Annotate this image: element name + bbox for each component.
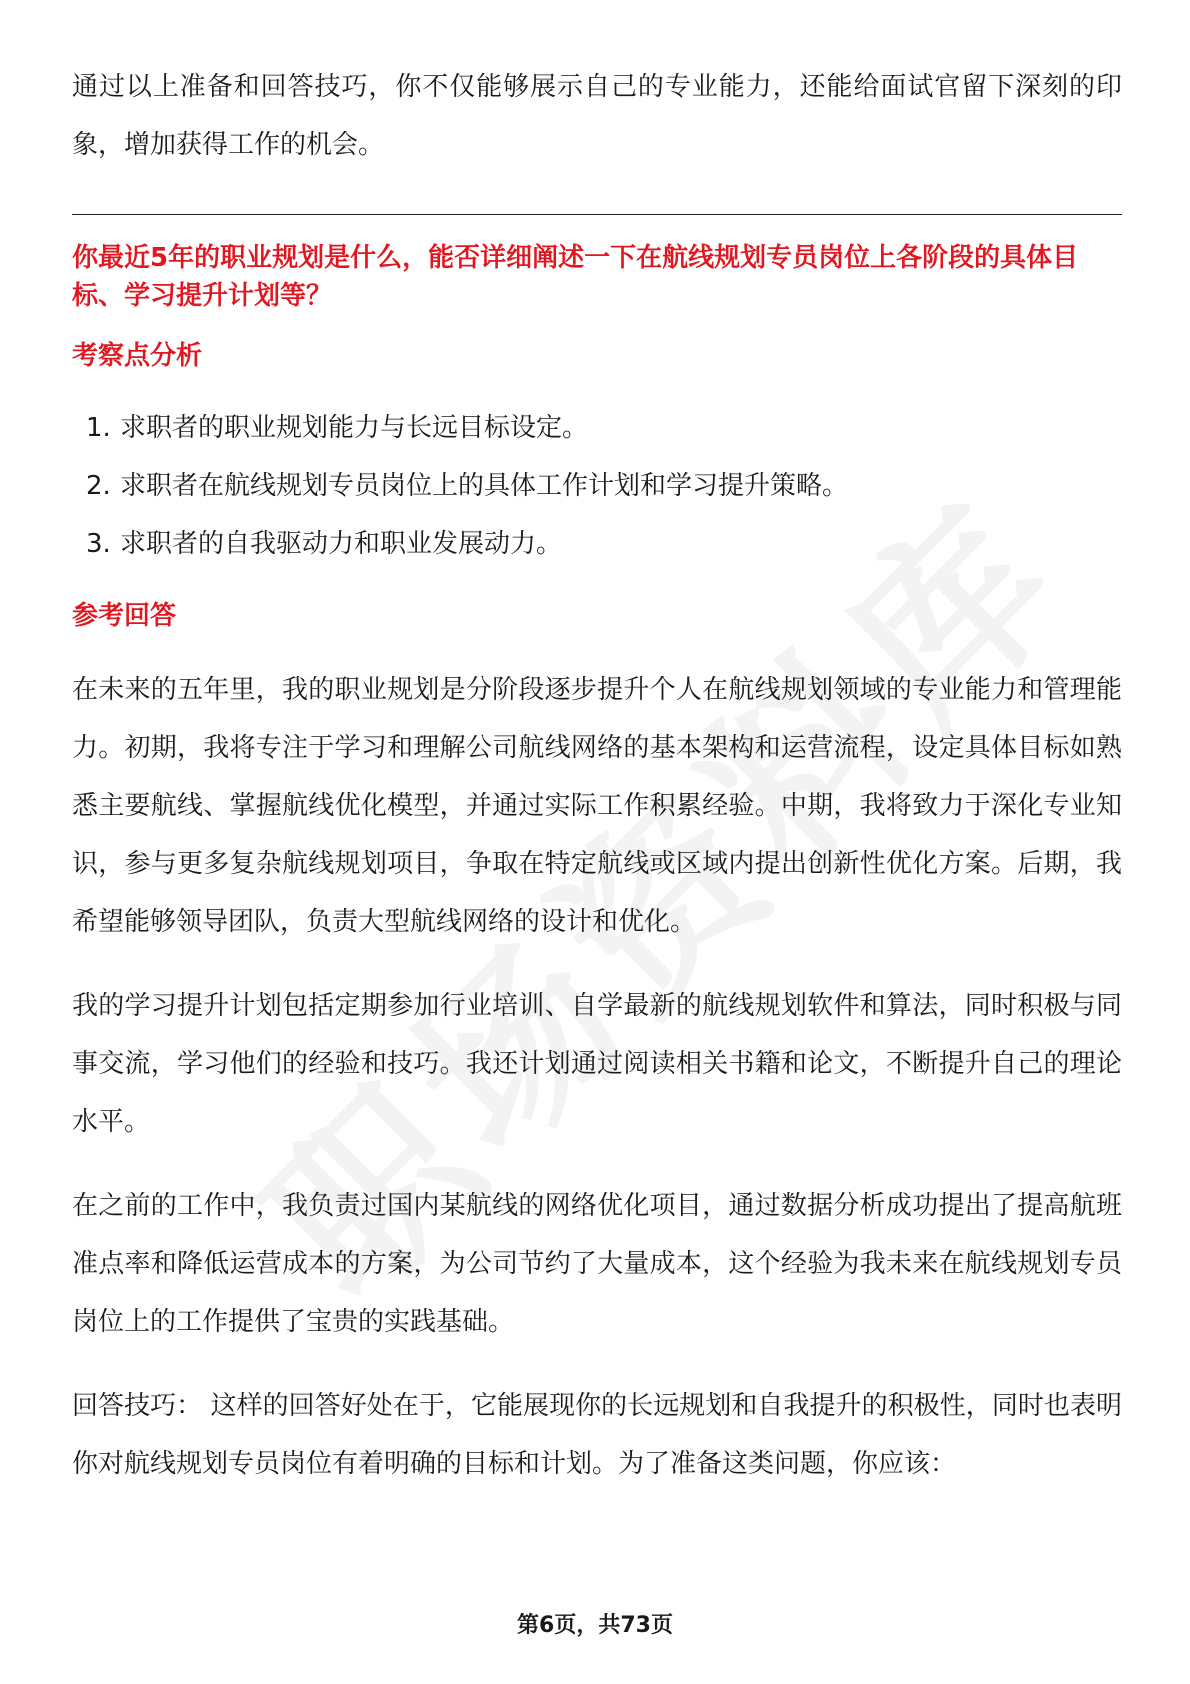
list-item-number: 3. <box>86 529 111 559</box>
list-item-text: 求职者在航线规划专员岗位上的具体工作计划和学习提升策略。 <box>120 471 849 501</box>
answer-paragraph: 我的学习提升计划包括定期参加行业培训、自学最新的航线规划软件和算法，同时积极与同事交流，学习他们的经验和技巧。我还计划通过阅读相关书籍和论文，不断提升自己的理论水平。 <box>72 991 1122 1137</box>
page-content <box>72 58 1122 1493</box>
list-item <box>72 399 1122 457</box>
analysis-list <box>72 399 1122 573</box>
answer-heading: 参考回答 <box>72 601 177 631</box>
answer-paragraph: 在之前的工作中，我负责过国内某航线的网络优化项目，通过数据分析成功提出了提高航班准点率和降低运营成本的方案，为公司节约了大量成本，这个经验为我未来在航线规划专员岗位上的工作提供了宝贵的实践基础。 <box>72 1191 1122 1337</box>
intro-paragraph: 通过以上准备和回答技巧，你不仅能够展示自己的专业能力，还能给面试官留下深刻的印象，增加获得工作的机会。 <box>72 72 1122 160</box>
question-heading: 你最近5年的职业规划是什么，能否详细阐述一下在航线规划专员岗位上各阶段的具体目标、学习提升计划等？ <box>72 243 1079 311</box>
list-item-text: 求职者的职业规划能力与长远目标设定。 <box>120 413 589 443</box>
list-item <box>72 515 1122 573</box>
section-divider <box>72 214 1122 215</box>
analysis-heading: 考察点分析 <box>72 341 203 371</box>
list-item-number: 2. <box>86 471 111 501</box>
page-footer: 第6页，共73页 <box>517 1613 673 1638</box>
list-item-text: 求职者的自我驱动力和职业发展动力。 <box>120 529 563 559</box>
list-item-number: 1. <box>86 413 111 443</box>
answer-paragraph: 在未来的五年里，我的职业规划是分阶段逐步提升个人在航线规划领域的专业能力和管理能力。初期，我将专注于学习和理解公司航线网络的基本架构和运营流程，设定具体目标如熟悉主要航线、掌握航线优化模型，并通过实际工作积累经验。中期，我将致力于深化专业知识，参与更多复杂航线规划项目，争取在特定航线或区域内提出创新性优化方案。后期，我希望能够领导团队，负责大型航线网络的设计和优化。 <box>72 675 1122 937</box>
answer-tips-paragraph: 回答技巧： 这样的回答好处在于，它能展现你的长远规划和自我提升的积极性，同时也表明你对航线规划专员岗位有着明确的目标和计划。为了准备这类问题，你应该： <box>72 1391 1122 1479</box>
list-item <box>72 457 1122 515</box>
